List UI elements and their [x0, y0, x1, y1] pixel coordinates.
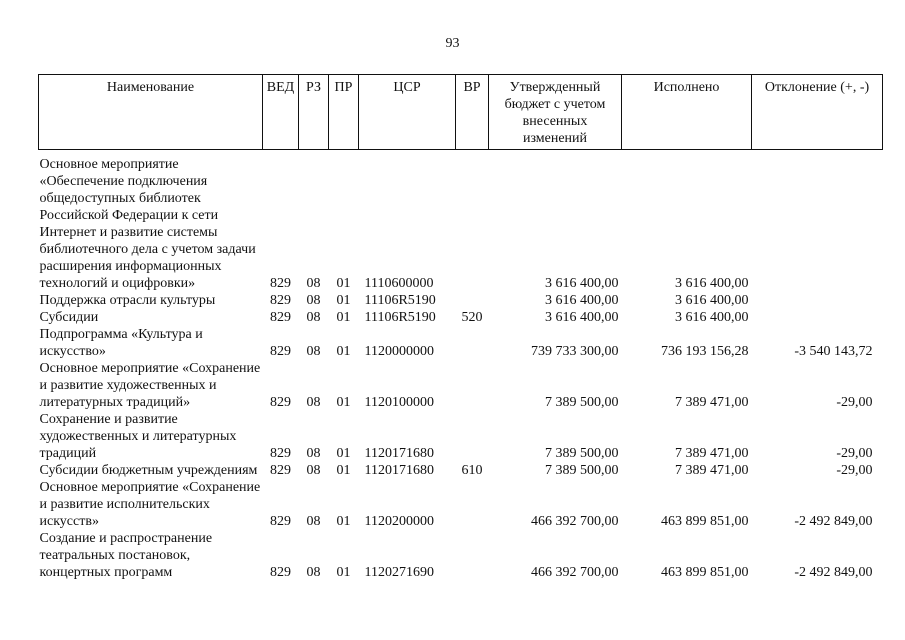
row-vr	[456, 292, 489, 309]
row-ved: 829	[270, 344, 291, 359]
row-deviation: -29,00	[836, 395, 873, 410]
table-row	[39, 309, 883, 326]
row-pr: 01	[336, 310, 351, 325]
row-rz: 08	[306, 395, 321, 410]
row-name: Поддержка отрасли культуры	[39, 293, 216, 308]
row-budget: 3 616 400,00	[545, 276, 619, 291]
row-deviation	[752, 309, 883, 326]
row-ved: 829	[270, 310, 291, 325]
row-executed: 3 616 400,00	[675, 293, 749, 308]
row-ved: 829	[270, 293, 291, 308]
row-budget: 3 616 400,00	[545, 293, 619, 308]
row-rz: 08	[306, 310, 321, 325]
header-csr: ЦСР	[359, 75, 456, 150]
row-vr: 610	[461, 463, 483, 478]
row-deviation	[752, 292, 883, 309]
table-row	[39, 156, 883, 292]
row-ved: 829	[270, 446, 291, 461]
table-row	[39, 411, 883, 462]
row-rz: 08	[306, 446, 321, 461]
header-vr: ВР	[456, 75, 489, 150]
row-budget: 739 733 300,00	[531, 344, 619, 359]
row-rz: 08	[306, 344, 321, 359]
header-budget: Утвержденный бюджет с учетом внесенных изменений	[489, 75, 622, 150]
table-header-row	[39, 75, 883, 150]
row-csr: 11106R5190	[364, 293, 436, 308]
row-rz: 08	[306, 565, 321, 580]
row-ved: 829	[270, 276, 291, 291]
row-csr: 1120271690	[364, 565, 434, 580]
row-pr: 01	[336, 276, 351, 291]
row-pr: 01	[336, 514, 351, 529]
row-name: Создание и распространение театральных постановок, концертных программ	[39, 531, 213, 580]
row-budget: 7 389 500,00	[545, 463, 619, 478]
row-executed: 7 389 471,00	[675, 395, 749, 410]
row-deviation: -29,00	[836, 446, 873, 461]
row-csr: 1120200000	[364, 514, 434, 529]
row-pr: 01	[336, 565, 351, 580]
table-row	[39, 360, 883, 411]
row-vr: 520	[461, 310, 483, 325]
row-executed: 736 193 156,28	[661, 344, 749, 359]
row-name: Основное мероприятие «Обеспечение подключения общедоступных библиотек Российской Федерации к сети Интернет и развитие системы библиотечного дела с учетом задачи расширения информационных технологий и оцифровки»	[39, 157, 256, 291]
row-rz: 08	[306, 463, 321, 478]
header-pr: ПР	[329, 75, 359, 150]
table-row	[39, 462, 883, 479]
header-executed: Исполнено	[622, 75, 752, 150]
row-vr	[456, 326, 489, 360]
row-pr: 01	[336, 293, 351, 308]
table-body	[39, 150, 883, 582]
row-budget: 3 616 400,00	[545, 310, 619, 325]
row-budget: 7 389 500,00	[545, 446, 619, 461]
row-executed: 3 616 400,00	[675, 310, 749, 325]
row-pr: 01	[336, 446, 351, 461]
header-ved: ВЕД	[263, 75, 299, 150]
table-row	[39, 530, 883, 581]
row-executed: 7 389 471,00	[675, 463, 749, 478]
row-executed: 7 389 471,00	[675, 446, 749, 461]
row-budget: 466 392 700,00	[531, 565, 619, 580]
table-row	[39, 479, 883, 530]
row-vr	[456, 411, 489, 462]
row-csr: 11106R5190	[364, 310, 436, 325]
row-pr: 01	[336, 344, 351, 359]
row-rz: 08	[306, 293, 321, 308]
row-deviation: -2 492 849,00	[794, 514, 873, 529]
row-deviation: -3 540 143,72	[794, 344, 873, 359]
budget-table	[38, 74, 883, 581]
row-vr	[456, 156, 489, 292]
row-ved: 829	[270, 565, 291, 580]
row-ved: 829	[270, 463, 291, 478]
row-csr: 1120100000	[364, 395, 434, 410]
row-name: Субсидии бюджетным учреждениям	[39, 463, 258, 478]
row-rz: 08	[306, 514, 321, 529]
header-rz: РЗ	[299, 75, 329, 150]
row-csr: 1120171680	[364, 446, 434, 461]
row-name: Сохранение и развитие художественных и литературных традиций	[39, 412, 237, 461]
row-pr: 01	[336, 463, 351, 478]
row-csr: 1120171680	[364, 463, 434, 478]
row-deviation	[752, 156, 883, 292]
row-name: Подпрограмма «Культура и искусство»	[39, 327, 203, 359]
row-deviation: -2 492 849,00	[794, 565, 873, 580]
row-executed: 463 899 851,00	[661, 565, 749, 580]
row-vr	[456, 360, 489, 411]
table-row	[39, 292, 883, 309]
row-budget: 466 392 700,00	[531, 514, 619, 529]
header-name: Наименование	[39, 75, 263, 150]
row-name: Основное мероприятие «Сохранение и развитие исполнительских искусств»	[39, 480, 261, 529]
table-row	[39, 326, 883, 360]
row-name: Субсидии	[39, 310, 99, 325]
row-rz: 08	[306, 276, 321, 291]
page-number: 93	[445, 36, 460, 51]
row-ved: 829	[270, 395, 291, 410]
row-budget: 7 389 500,00	[545, 395, 619, 410]
row-ved: 829	[270, 514, 291, 529]
row-executed: 3 616 400,00	[675, 276, 749, 291]
row-deviation: -29,00	[836, 463, 873, 478]
row-csr: 1120000000	[364, 344, 434, 359]
row-csr: 1110600000	[364, 276, 434, 291]
row-name: Основное мероприятие «Сохранение и развитие художественных и литературных традиций»	[39, 361, 261, 410]
header-deviation: Отклонение (+, -)	[752, 75, 883, 150]
row-vr	[456, 530, 489, 581]
row-pr: 01	[336, 395, 351, 410]
row-vr	[456, 479, 489, 530]
row-executed: 463 899 851,00	[661, 514, 749, 529]
